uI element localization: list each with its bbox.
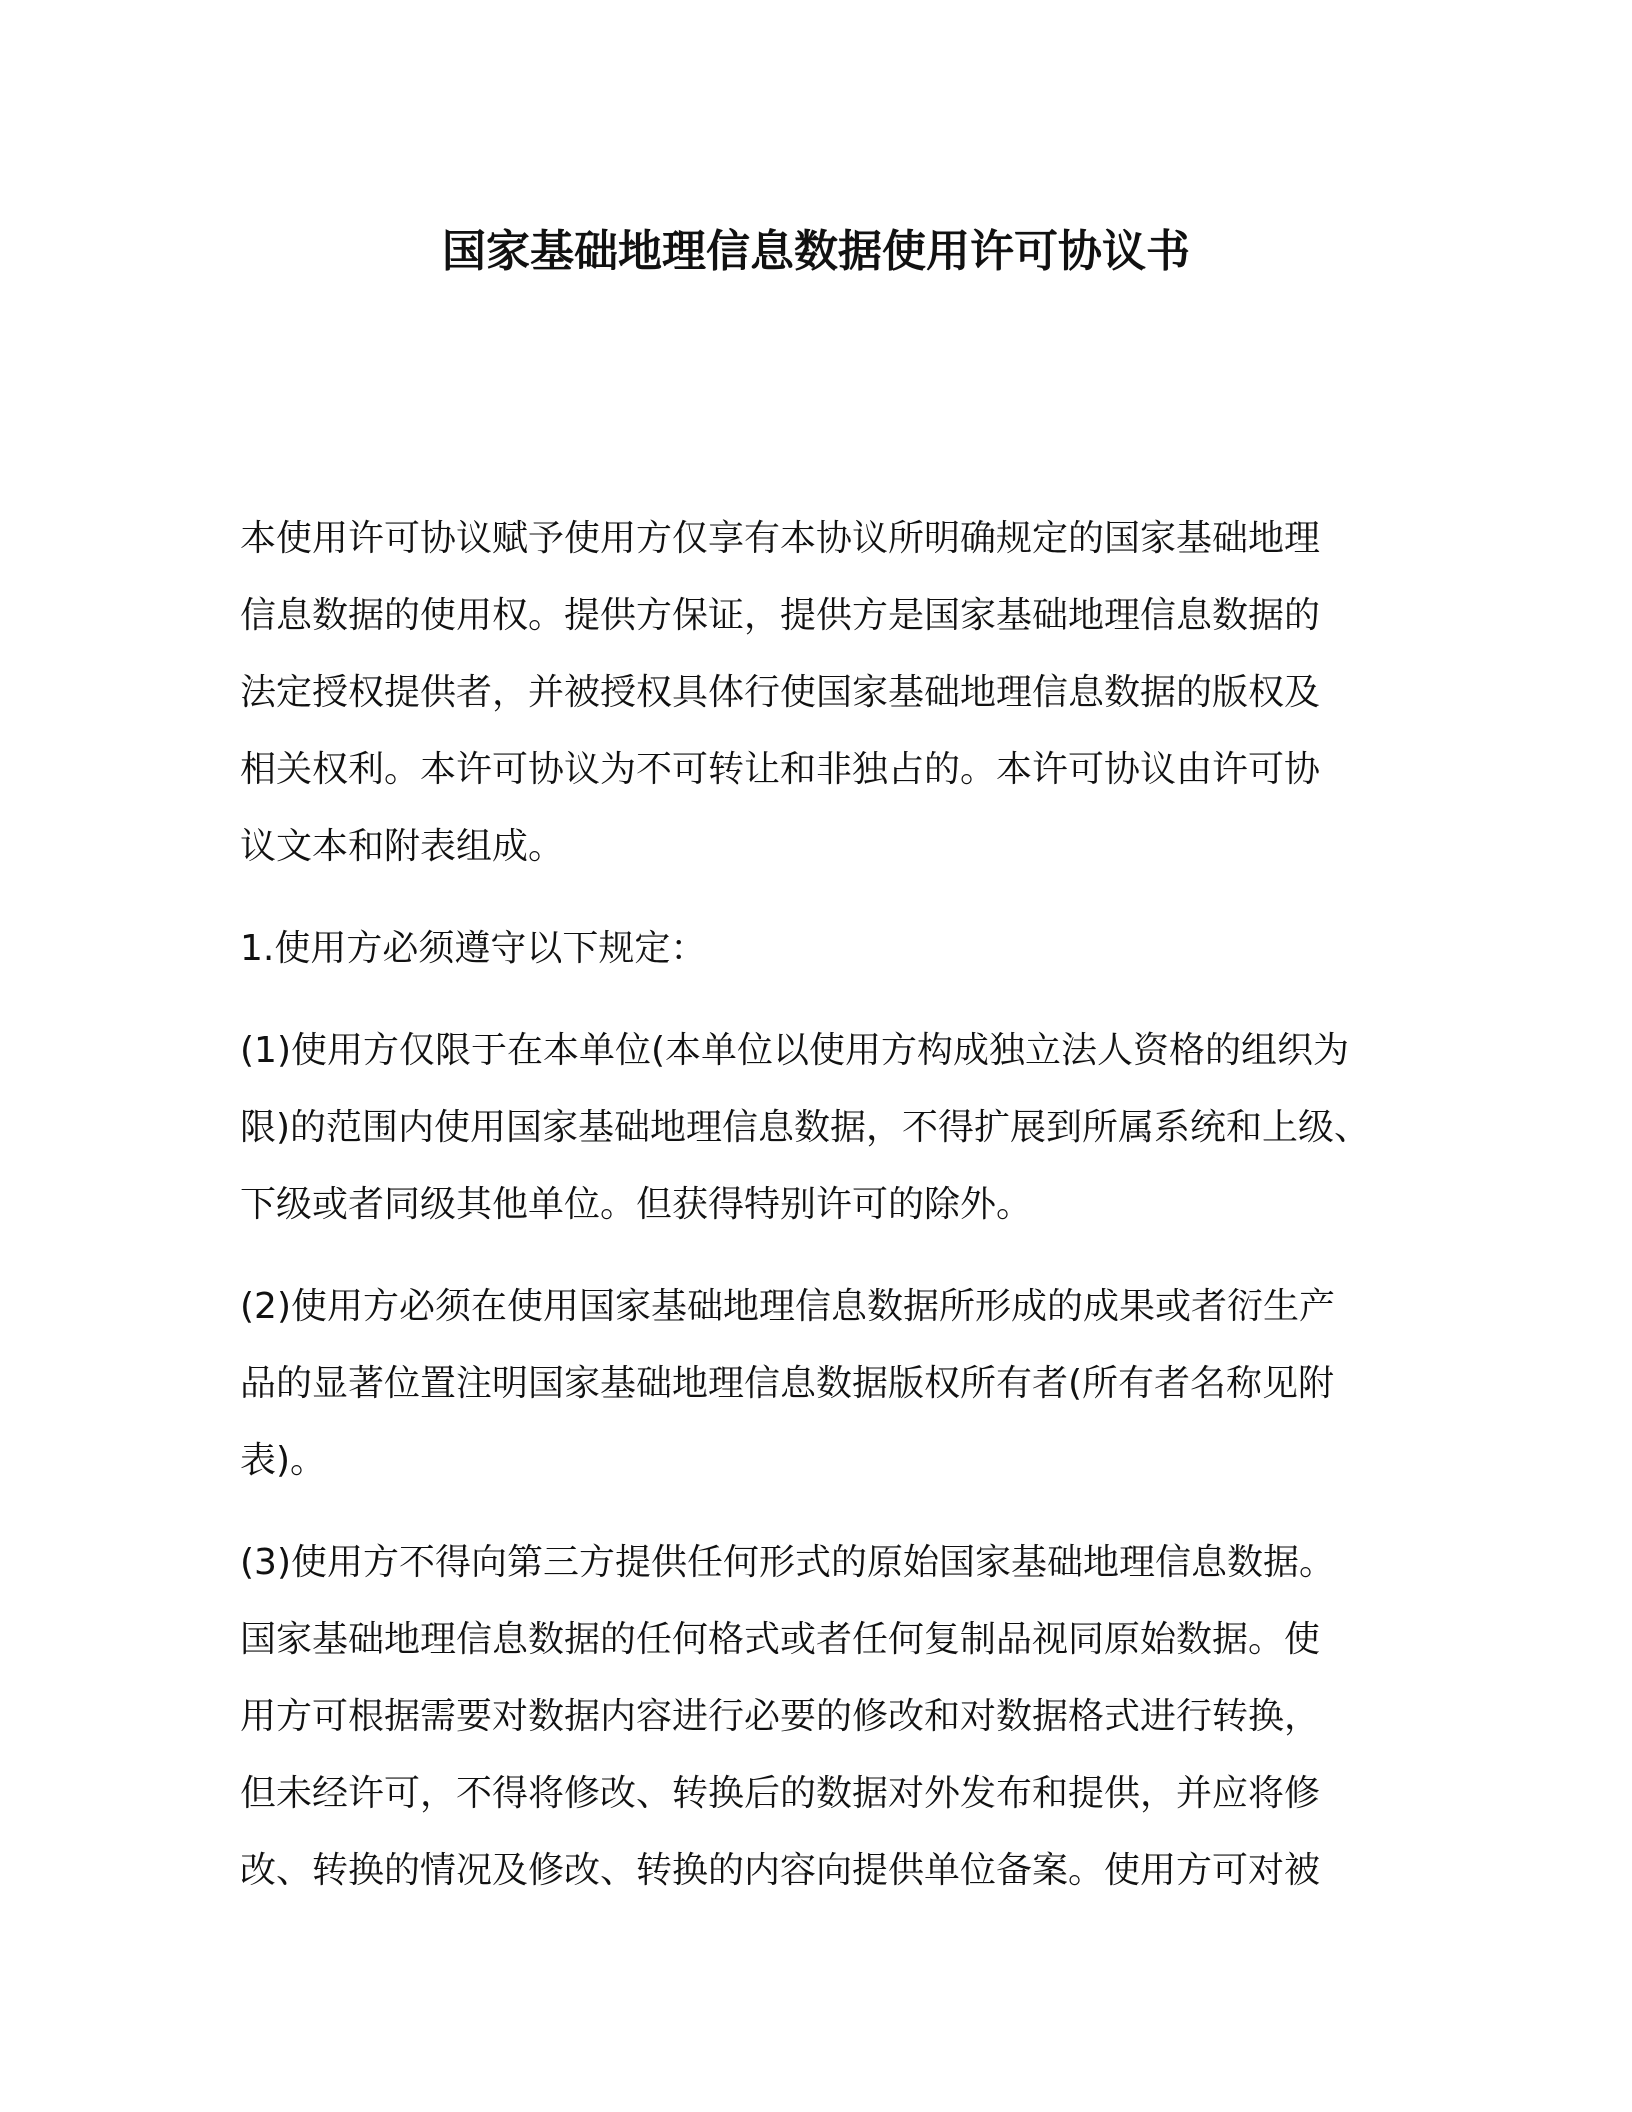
text-line: 法定授权提供者，并被授权具体行使国家基础地理信息数据的版权及 bbox=[240, 672, 1321, 713]
paragraph-section-1-heading bbox=[240, 910, 1400, 987]
text-line: (3)使用方不得向第三方提供任何形式的原始国家基础地理信息数据。 bbox=[240, 1542, 1335, 1583]
text-line: 下级或者同级其他单位。但获得特别许可的除外。 bbox=[240, 1184, 1033, 1225]
text-line: 1.使用方必须遵守以下规定： bbox=[240, 928, 707, 969]
paragraph-clause-2 bbox=[240, 1268, 1400, 1499]
text-line: 国家基础地理信息数据的任何格式或者任何复制品视同原始数据。使 bbox=[240, 1619, 1321, 1660]
text-line: (2)使用方必须在使用国家基础地理信息数据所形成的成果或者衍生产 bbox=[240, 1286, 1335, 1327]
paragraph-clause-1 bbox=[240, 1012, 1400, 1243]
text-line: 相关权利。本许可协议为不可转让和非独占的。本许可协议由许可协 bbox=[240, 749, 1321, 790]
text-line: 改、转换的情况及修改、转换的内容向提供单位备案。使用方可对被 bbox=[240, 1850, 1321, 1891]
text-line: 品的显著位置注明国家基础地理信息数据版权所有者(所有者名称见附 bbox=[240, 1363, 1335, 1404]
paragraph-intro bbox=[240, 500, 1400, 885]
text-line: 本使用许可协议赋予使用方仅享有本协议所明确规定的国家基础地理 bbox=[240, 518, 1321, 559]
text-line: (1)使用方仅限于在本单位(本单位以使用方构成独立法人资格的组织为 bbox=[240, 1030, 1350, 1071]
text-line: 议文本和附表组成。 bbox=[240, 826, 565, 867]
text-line: 限)的范围内使用国家基础地理信息数据，不得扩展到所属系统和上级、 bbox=[240, 1107, 1371, 1148]
text-line: 用方可根据需要对数据内容进行必要的修改和对数据格式进行转换， bbox=[240, 1696, 1321, 1737]
text-line: 但未经许可，不得将修改、转换后的数据对外发布和提供，并应将修 bbox=[240, 1773, 1321, 1814]
document-title: 国家基础地理信息数据使用许可协议书 bbox=[442, 226, 1190, 277]
document-body bbox=[240, 500, 1400, 1934]
paragraph-clause-3 bbox=[240, 1524, 1400, 1909]
text-line: 信息数据的使用权。提供方保证，提供方是国家基础地理信息数据的 bbox=[240, 595, 1321, 636]
text-line: 表)。 bbox=[240, 1440, 327, 1481]
